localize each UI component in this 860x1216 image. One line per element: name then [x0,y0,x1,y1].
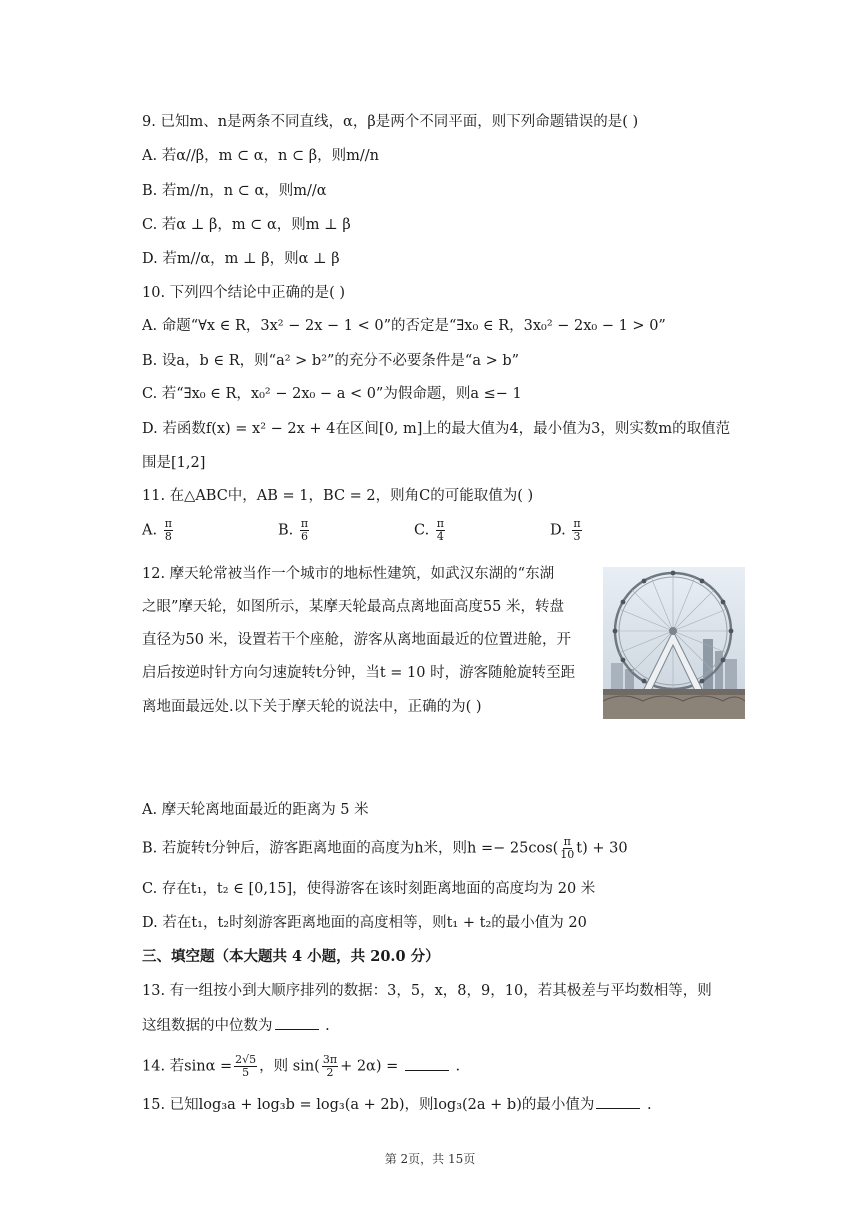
q13-line2 [142,1015,330,1037]
q13-text: 这组数据的中位数为 [142,1018,273,1034]
q12-option-c: C. 存在t₁，t₂ ∈ [0,15]，使得游客在该时刻距离地面的高度均为 20 米 [142,881,596,897]
q9-option-c: C. 若α ⊥ β，m ⊂ α，则m ⊥ β [142,217,351,233]
q11-option-c-label: C. [414,522,430,539]
q15-line [142,1094,652,1116]
q10-option-b: B. 设a，b ∈ R，则“a² > b²”的充分不必要条件是“a > b” [142,353,520,369]
q10-option-d-line2: 围是[1,2] [142,455,206,471]
q14-answer-blank[interactable] [405,1056,449,1071]
q14-end: . [450,1058,461,1075]
q11-a-denominator: 8 [164,530,172,543]
q10-stem: 10. 下列四个结论中正确的是( ) [142,285,346,301]
q11-option-a-label: A. [142,522,158,539]
page-footer: 第 2页，共 15页 [384,1152,476,1166]
q11-d-numerator: π [573,517,581,530]
q11-d-denominator: 3 [573,530,581,543]
q11-option-a-fraction [164,518,173,543]
q12-b-numerator: π [563,835,571,848]
q13-answer-blank[interactable] [275,1015,319,1030]
section-heading: 三、填空题（本大题共 4 小题，共 20.0 分） [142,948,440,965]
q11-b-numerator: π [300,517,309,530]
q11-option-c [414,518,447,543]
q12-option-b-text: B. 若旋转t分钟后，游客距离地面的高度为h米，则h =− 25cos( [142,840,559,857]
q14-line [142,1054,460,1079]
q11-option-b-label: B. [278,522,294,539]
q14-fraction-1 [234,1054,257,1079]
ferris-wheel-photo [603,567,745,719]
q14-text: 14. 若sinα = [142,1058,233,1075]
q11-option-a [142,518,175,543]
q11-option-b-fraction [300,518,309,543]
q11-b-denominator: 6 [300,530,308,543]
q12-stem-line4: 启后按逆时针方向匀速旋转t分钟，当t = 10 时，游客随舱旋转至距 [142,665,576,681]
ferris-wheel-illustration [603,567,745,719]
q15-answer-blank[interactable] [596,1094,640,1109]
q13-end: . [320,1018,330,1034]
q13-line1: 13. 有一组按小到大顺序排列的数据：3，5，x，8，9，10，若其极差与平均数相等，则 [142,983,712,999]
q14-numerator-1: 2√5 [235,1053,257,1066]
q11-option-d [550,518,584,543]
q12-stem-line2: 之眼”摩天轮，如图所示，某摩天轮最高点离地面高度55 米，转盘 [142,599,564,615]
q12-stem-line5: 离地面最远处.以下关于摩天轮的说法中，正确的为( ) [142,699,482,715]
q9-option-b: B. 若m//n，n ⊂ α，则m//α [142,183,327,199]
q9-option-d: D. 若m//α，m ⊥ β，则α ⊥ β [142,251,340,267]
q11-option-d-label: D. [550,522,566,539]
q11-option-d-fraction [572,518,581,543]
q14-middle: ，则 sin( [259,1058,320,1075]
q11-option-c-fraction [436,518,445,543]
q14-tail: + 2α) = [340,1058,399,1075]
q11-stem: 11. 在△ABC中，AB = 1，BC = 2，则角C的可能取值为( ) [142,488,534,504]
q10-option-d-line1: D. 若函数f(x) = x² − 2x + 4在区间[0, m]上的最大值为4，最小值为3，则实数m的取值范 [142,421,731,437]
q12-stem-line3: 直径为50 米，设置若干个座舱，游客从离地面最近的位置进舱，开 [142,632,572,648]
q12-option-b-tail: t) + 30 [576,840,628,857]
q9-option-a: A. 若α//β，m ⊂ α，n ⊂ β，则m//n [142,148,379,164]
q11-c-denominator: 4 [436,530,444,543]
q11-c-numerator: π [436,517,445,530]
q14-denominator-1: 5 [242,1066,250,1079]
q14-numerator-2: 3π [322,1053,338,1066]
q10-option-c: C. 若“∃x₀ ∈ R，x₀² − 2x₀ − a < 0”为假命题，则a ≤− 1 [142,386,522,402]
q15-end: . [642,1097,652,1113]
q12-option-b [142,836,628,861]
q12-option-a: A. 摩天轮离地面最近的距离为 5 米 [142,802,369,818]
q11-option-b [278,518,311,543]
q12-option-d: D. 若在t₁，t₂时刻游客距离地面的高度相等，则t₁ + t₂的最小值为 20 [142,915,587,931]
q12-option-b-fraction [560,836,574,861]
q11-a-numerator: π [164,517,172,530]
q9-stem: 9. 已知m、n是两条不同直线，α，β是两个不同平面，则下列命题错误的是( ) [142,114,639,130]
q15-text: 15. 已知log₃a + log₃b = log₃(a + 2b)，则log₃(2a + b)的最小值为 [142,1097,595,1113]
q12-stem-line1: 12. 摩天轮常被当作一个城市的地标性建筑，如武汉东湖的“东湖 [142,566,555,582]
q14-denominator-2: 2 [326,1066,334,1079]
q12-b-denominator: 10 [560,848,575,861]
q14-fraction-2 [322,1054,338,1079]
q10-option-a: A. 命题“∀x ∈ R，3x² − 2x − 1 < 0”的否定是“∃x₀ ∈ R，3x₀² − 2x₀ − 1 > 0” [142,318,666,334]
